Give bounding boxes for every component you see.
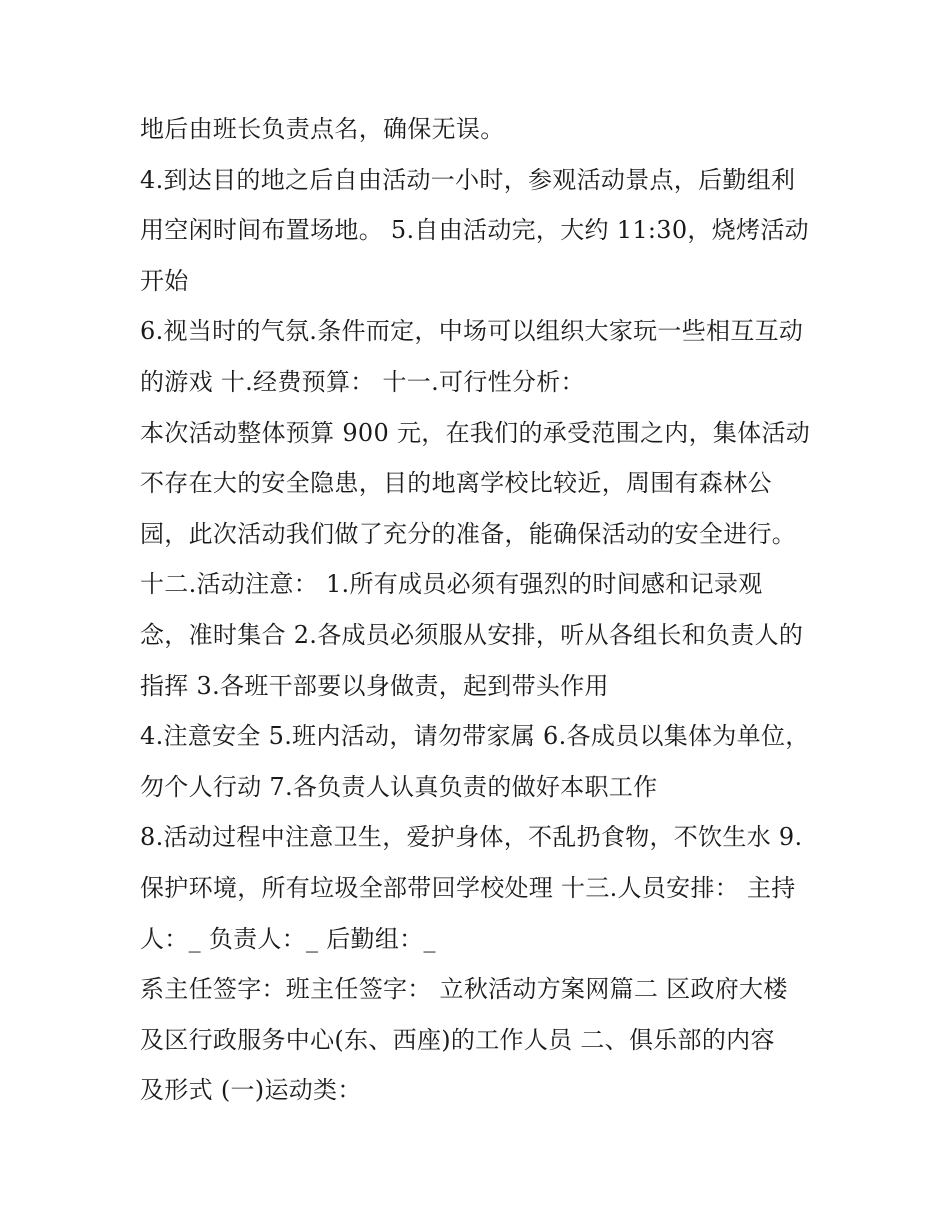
text-line: 勿个人行动 7.各负责人认真负责的做好本职工作: [140, 772, 658, 801]
text-line: 保护环境，所有垃圾全部带回学校处理 十三.人员安排： 主持: [140, 873, 796, 902]
text-line: 十二.活动注意： 1.所有成员必须有强烈的时间感和记录观: [140, 570, 763, 599]
text-line: 开始: [140, 266, 189, 295]
text-line: 4.注意安全 5.班内活动，请勿带家属 6.各成员以集体为单位，: [140, 722, 810, 751]
text-line: 念，准时集合 2.各成员必须服从安排，听从各组长和负责人的: [140, 620, 804, 649]
text-line: 4.到达目的地之后自由活动一小时，参观活动景点，后勤组利: [140, 165, 796, 194]
text-line: 8.活动过程中注意卫生，爱护身体，不乱扔食物，不饮生水 9.: [140, 823, 803, 852]
text-line: 的游戏 十.经费预算： 十一.可行性分析：: [140, 367, 585, 396]
text-line: 不存在大的安全隐患，目的地离学校比较近，周围有森林公: [140, 469, 772, 498]
text-line: 人：_ 负责人：_ 后勤组：_: [140, 924, 436, 953]
text-line: 6.视当时的气氛.条件而定，中场可以组织大家玩一些相互互动: [140, 317, 804, 346]
text-line: 系主任签字：班主任签字： 立秋活动方案网篇二 区政府大楼: [140, 975, 788, 1004]
text-line: 及区行政服务中心(东、西座)的工作人员 二、俱乐部的内容: [140, 1025, 775, 1054]
document-body: [140, 104, 830, 1116]
text-line: 地后由班长负责点名，确保无误。: [140, 115, 505, 143]
text-line: 本次活动整体预算 900 元，在我们的承受范围之内，集体活动: [140, 418, 811, 447]
text-line: 园，此次活动我们做了充分的准备，能确保活动的安全进行。: [140, 519, 797, 548]
text-line: 指挥 3.各班干部要以身做责，起到带头作用: [140, 671, 609, 700]
text-line: 及形式 (一)运动类：: [140, 1076, 362, 1105]
text-line: 用空闲时间布置场地。 5.自由活动完，大约 11:30，烧烤活动: [140, 216, 809, 245]
